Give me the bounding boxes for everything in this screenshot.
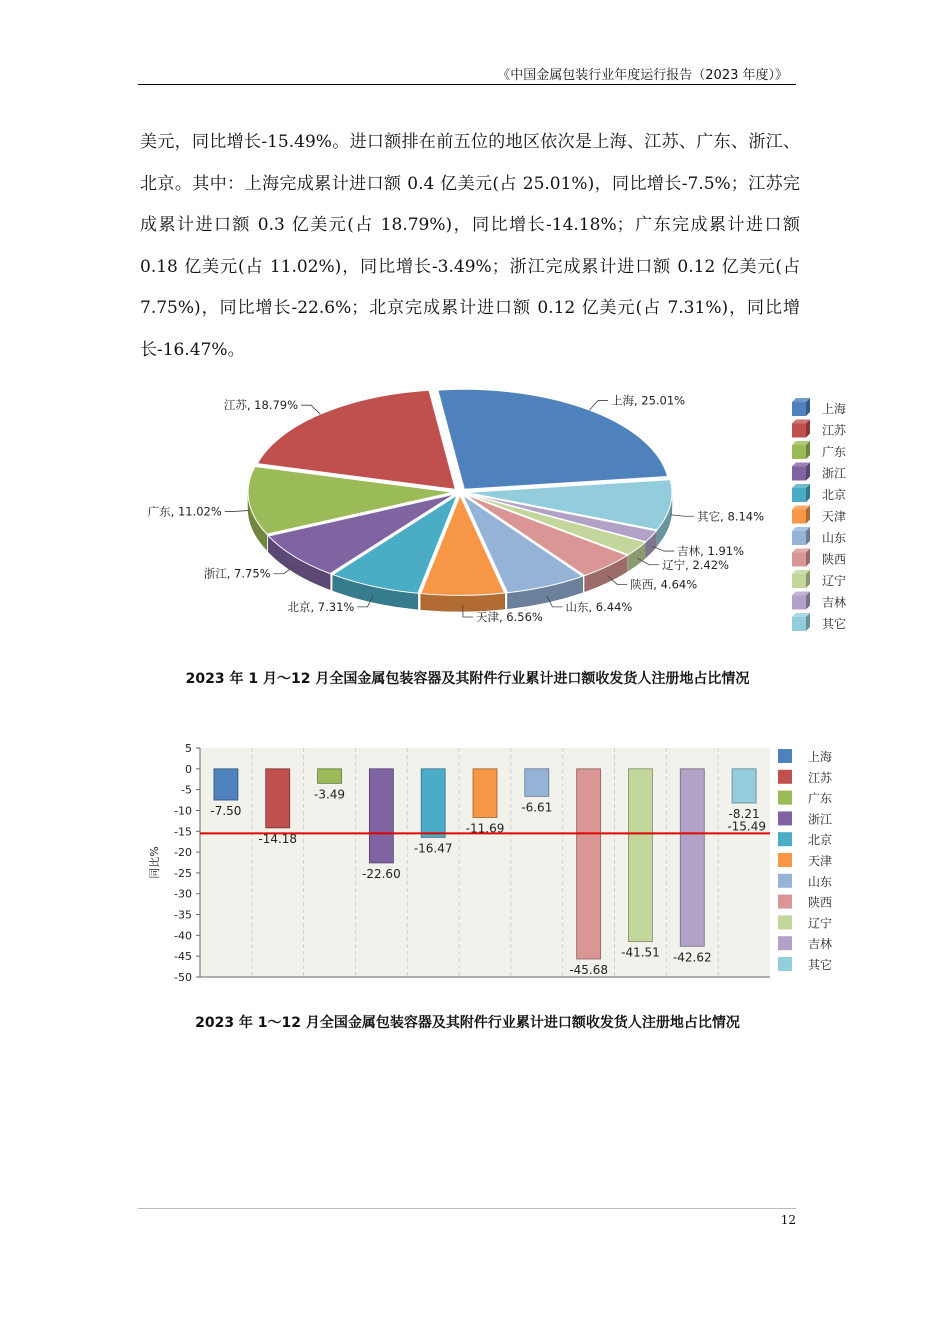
y-tick-label: 0 (185, 762, 192, 776)
page-number: 12 (780, 1213, 796, 1227)
pie-legend-swatch-陕西 (792, 553, 806, 567)
pie-label-吉林: 吉林, 1.91% (677, 544, 745, 559)
footer-divider (138, 1208, 796, 1209)
bar-legend-swatch-辽宁 (778, 915, 792, 929)
bar-legend-label-其它: 其它 (808, 958, 833, 972)
bar-吉林 (680, 769, 704, 946)
bar-value-label-江苏: -14.18 (258, 831, 298, 846)
pie-legend-label-山东: 山东 (822, 531, 847, 545)
bar-江苏 (266, 769, 290, 828)
y-tick-label: 5 (185, 742, 192, 755)
pie-label-陕西: 陕西, 4.64% (630, 577, 698, 592)
pie-legend-swatch-吉林 (792, 596, 806, 610)
bar-value-label-浙江: -22.60 (362, 866, 401, 881)
bar-天津 (473, 769, 497, 818)
bar-legend-swatch-山东 (778, 874, 792, 888)
bar-value-label-其它: -8.21 (728, 807, 760, 822)
bar-legend-label-广东: 广东 (808, 791, 833, 806)
bar-chart-svg (140, 738, 860, 1003)
bar-value-label-山东: -6.61 (521, 800, 553, 815)
body-paragraph: 美元，同比增长-15.49%。进口额排在前五位的地区依次是上海、江苏、广东、浙江、北京。其中：上海完成累计进口额 0.4 亿美元(占 25.01%)，同比增长-7.5%；江苏完成累计进口额 0.3 亿美元(占 18.79%)，同比增长-14.18%；广东完成累计进口额 0.18 亿美元(占 11.02%)，同比增长-3.49%；浙江完成累计进口额 0.12 亿美元(占 7.75%)，同比增长-22.6%；北京完成累计进口额 0.12 亿美元(占 7.31%)，同比增长-16.47%。 (140, 132, 800, 360)
bar-legend-label-陕西: 陕西 (808, 895, 833, 910)
pie-legend-swatch-江苏 (792, 424, 806, 438)
bar-其它 (732, 769, 756, 803)
pie-leader-上海 (589, 401, 608, 411)
pie-legend (792, 398, 847, 631)
pie-label-江苏: 江苏, 18.79% (223, 398, 299, 413)
bar-legend-label-上海: 上海 (808, 750, 833, 764)
bar-陕西 (577, 769, 601, 959)
y-tick-label: -15 (174, 825, 192, 839)
bar-legend-swatch-吉林 (778, 936, 792, 950)
pie-legend-label-江苏: 江苏 (822, 423, 847, 438)
bar-value-label-辽宁: -41.51 (621, 945, 660, 960)
pie-chart-svg (140, 380, 860, 650)
bar-legend-label-江苏: 江苏 (808, 770, 833, 785)
bar-value-label-广东: -3.49 (314, 787, 346, 802)
y-tick-label: -25 (174, 866, 192, 880)
bar-legend-swatch-上海 (778, 749, 792, 763)
bar-legend-swatch-其它 (778, 957, 792, 971)
pie-legend-label-其它: 其它 (822, 617, 847, 631)
header-title: 《中国金属包装行业年度运行报告（2023 年度）》 (497, 68, 788, 83)
bar-legend-label-山东: 山东 (808, 874, 833, 889)
y-tick-label: -40 (174, 929, 192, 943)
bar-legend-label-北京: 北京 (808, 833, 833, 848)
y-tick-label: -5 (181, 783, 192, 797)
y-tick-label: -30 (174, 887, 192, 901)
bar-浙江 (369, 769, 393, 863)
bar-value-label-陕西: -45.68 (569, 963, 608, 978)
pie-leader-其它 (670, 515, 694, 517)
bar-legend-swatch-天津 (778, 853, 792, 867)
pie-label-山东: 山东, 6.44% (565, 599, 633, 614)
pie-label-其它: 其它, 8.14% (697, 509, 765, 524)
pie-legend-swatch-山东 (792, 531, 806, 545)
pie-leader-广东 (225, 510, 249, 511)
pie-legend-swatch-广东 (792, 445, 806, 459)
bar-legend-swatch-浙江 (778, 811, 792, 825)
bar-legend-swatch-北京 (778, 832, 792, 846)
pie-label-广东: 广东, 11.02% (147, 504, 222, 519)
pie-label-辽宁: 辽宁, 2.42% (662, 557, 729, 572)
bar-legend (778, 749, 833, 972)
bar-legend-label-浙江: 浙江 (808, 812, 833, 827)
pie-label-北京: 北京, 7.31% (287, 599, 355, 614)
bar-chart (140, 738, 860, 1003)
bar-legend-swatch-江苏 (778, 770, 792, 784)
bar-上海 (214, 769, 238, 800)
bar-value-label-吉林: -42.62 (672, 950, 712, 965)
bar-北京 (421, 769, 445, 838)
y-tick-label: -10 (174, 804, 192, 818)
bar-value-label-上海: -7.50 (210, 804, 242, 819)
pie-legend-swatch-辽宁 (792, 574, 806, 588)
y-ticks (174, 742, 200, 984)
pie-legend-label-北京: 北京 (822, 488, 847, 502)
y-axis-label: 同比% (148, 846, 161, 879)
pie-label-浙江: 浙江, 7.75% (203, 566, 271, 581)
pie-label-天津: 天津, 6.56% (475, 610, 543, 625)
bar-legend-label-天津: 天津 (808, 854, 833, 868)
bar-legend-swatch-陕西 (778, 895, 792, 909)
pie-leader-江苏 (301, 405, 320, 414)
pie-legend-label-吉林: 吉林 (822, 595, 847, 610)
bar-legend-label-吉林: 吉林 (808, 937, 833, 952)
pie-chart-caption: 2023 年 1 月～12 月全国金属包装容器及其附件行业累计进口额收发货人注册地占比情况 (185, 671, 750, 687)
pie-legend-swatch-浙江 (792, 467, 806, 481)
y-tick-label: -50 (174, 971, 192, 984)
bar-辽宁 (628, 769, 652, 942)
y-tick-label: -35 (174, 908, 192, 922)
pie-chart (140, 380, 860, 650)
y-tick-label: -45 (174, 950, 192, 964)
reference-line-label: -15.49 (727, 819, 766, 834)
pie-legend-label-陕西: 陕西 (822, 552, 847, 567)
pie-legend-swatch-北京 (792, 488, 806, 502)
pie-tops (248, 389, 672, 595)
pie-legend-label-广东: 广东 (822, 445, 847, 459)
page-header (138, 62, 796, 85)
bar-广东 (318, 769, 342, 784)
pie-legend-swatch-其它 (792, 617, 806, 631)
bar-value-label-天津: -11.69 (465, 821, 505, 836)
pie-label-上海: 上海, 25.01% (610, 393, 686, 408)
bar-value-label-北京: -16.47 (413, 841, 453, 856)
pie-legend-label-上海: 上海 (822, 402, 847, 416)
pie-legend-label-辽宁: 辽宁 (822, 574, 847, 588)
bar-chart-caption: 2023 年 1～12 月全国金属包装容器及其附件行业累计进口额收发货人注册地占比情况 (195, 1015, 740, 1031)
bar-legend-label-辽宁: 辽宁 (808, 916, 833, 931)
pie-legend-label-天津: 天津 (822, 509, 847, 524)
y-tick-label: -20 (174, 846, 192, 860)
bar-山东 (525, 769, 549, 797)
pie-legend-label-浙江: 浙江 (822, 466, 847, 481)
bar-legend-swatch-广东 (778, 791, 792, 805)
pie-legend-swatch-上海 (792, 402, 806, 416)
pie-legend-swatch-天津 (792, 510, 806, 524)
